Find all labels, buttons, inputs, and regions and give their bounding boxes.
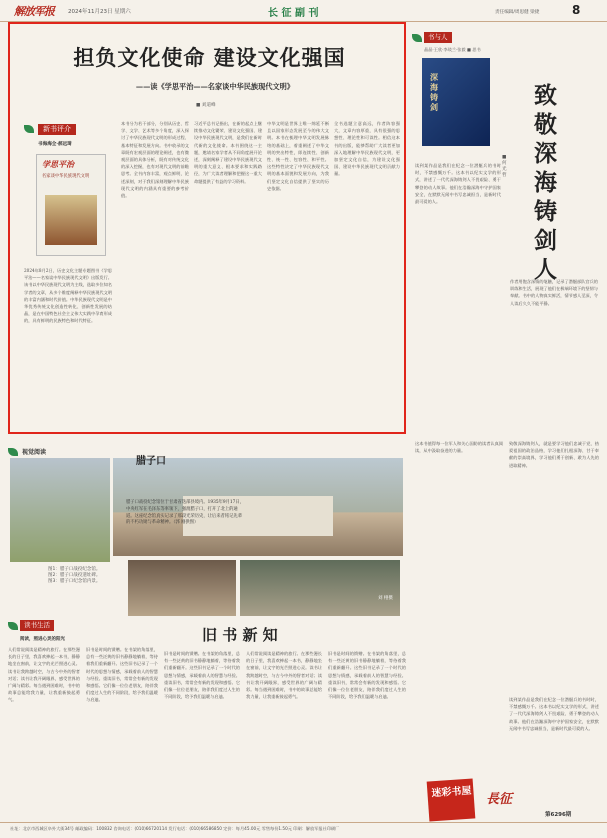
right-body-col-5: 读到某作品是我们在纪念一位潜艇兵的书时时，不禁感慨万千。这本书以纪实文学的形式，讲述了一代代深海铸剑人不畏艰险、勇于攀登的动人故事。他们在浩瀚深海中守护国家安全，在默默无闻中书写忠诚担当，是新时代最可爱的人。 [509,697,599,731]
old-books-title: 旧 书 新 知 [202,626,278,644]
photo-credit: 刘 栩摄 [378,596,393,601]
right-body-col-3: 致敬深海铸剑人，就是要学习他们忠诚于党、热爱祖国的政治品格，学习他们扎根深海、甘于奉献的崇高境界，学习他们勇于创新、敢为人先的进取精神。 [509,441,599,468]
right-body-col-1: 读到某作品是我们在纪念一位潜艇兵的书时时，不禁感慨万千。这本书以纪实文学的形式，讲述了一代代深海铸剑人不畏艰险、勇于攀登的动人故事。他们在浩瀚深海中守护国家安全，在默默无闻中书写忠诚担当，是新时代最可爱的人。 [415,163,501,205]
caption-2: 图2：腊子口战役遗址碑。 [48,573,101,578]
old-books-col-3: 旧书是时间的馈赠。在书架的角落里，总有一些泛黄的旧书静静地躺着，等待着我们重新翻开。这些旧书记录了一个时代的思想与情感，承载着前人的智慧与经验。重读旧书，常常会有新的发现和感悟。它们像一位位老朋友，陪伴我们度过人生的不同阶段，给予我们温暖与启迪。 [328,651,406,700]
column-badge-text: 迷彩书屋 [431,785,472,800]
book-review-card [24,119,114,425]
book-cover [36,154,106,256]
caption-1: 图1：腊子口战役纪念馆。 [48,567,101,572]
footer-address: 社址：北京市西城区阜外大街34号 邮政编码：100832 咨询电话：(010)66720114 发行电话：(010)66586850 定价：每月45.00元 零售每份1.50元 印刷：解放军报社印刷厂 [10,826,340,831]
feature-title: 担负文化使命 建设文化强国 [73,46,346,70]
book-people-label: 书与人 [424,32,452,43]
paper-logo: 解放军报 [14,5,54,18]
interior-photo-1 [128,560,236,616]
lazikou-title: 腊子口 [136,456,166,467]
right-heading: 致敬深海铸剑人 [534,83,557,283]
lazikou-intro: 腊子口战役纪念馆位于甘肃省迭部县境内。1935年9月17日，中央红军在毛泽东等率领下，强渡腊子口，打开了北上的通道。这座纪念馆真实记录了那段光荣历史，让后来者铭记先辈的不朽功勋与革命精神。（郭 刚供图） [126,500,244,526]
book-people-card [412,32,597,152]
interior-photo-2 [240,560,400,616]
feature-article [8,22,406,434]
book-cover-title: 学思平治 [42,159,74,169]
old-books-col-1: 旧书是时间的馈赠。在书架的角落里，总有一些泛黄的旧书静静地躺着，等待着我们重新翻开。这些旧书记录了一个时代的思想与情感，承载着前人的智慧与经验。重读旧书，常常会有新的发现和感悟。它们像一位位老朋友，陪伴我们度过人生的不同阶段，给予我们温暖与启迪。 [164,651,240,700]
feature-body-col-2: 习近平总书记指出，在新的起点上继续推动文化繁荣、建设文化强国、建设中华民族现代文明，是我们在新时代新的文化使命。本书围绕这一主题，邀请名家学者从不同角度展开论述，深刻阐释了建设中华民族现代文明的重大意义、根本要求和实践路径，为广大读者理解和把握这一重大命题提供了有益的学习资料。 [194,121,262,184]
issue-date: 2024年11月23日 星期六 [68,9,131,15]
reading-life-text-2: 旧书是时间的馈赠。在书架的角落里，总有一些泛黄的旧书静静地躺着，等待着我们重新翻开。这些旧书记录了一个时代的思想与情感，承载着前人的智慧与经验。重读旧书，常常会有新的发现和感悟。它们像一位位老朋友，陪伴我们度过人生的不同阶段，给予我们温暖与启迪。 [86,647,158,703]
editor-info: 责任编辑/周思健 梁捷 [495,10,540,15]
monument-photo [10,458,110,562]
submarine-book-title: 深海铸剑 [430,72,438,112]
book-cover-art [45,195,97,245]
leaf-icon [24,125,34,133]
column-badge [427,778,476,821]
visual-reading [8,446,408,616]
book-review-text: 2024年8月2日，历史文化主题专题图书《学思平治——名家谈中华民族现代文明》出版发行。该书以中华民族现代文明为主线，选取多位知名学者的文章，从多个维度阐释中华民族现代文明的丰富内涵和时代价值。中华民族现代文明是中华优秀传统文化创造性转化、创新性发展的结晶，是在中国特色社会主义伟大实践中孕育形成的，具有鲜明的民族特色和时代特征。 [24,268,112,324]
leaf-icon [412,34,422,42]
reading-life-caption: 阅读，照进心灵的阳光 [20,637,65,642]
right-author: ■ 何光哲 [502,155,507,178]
submarine-book-cover [422,58,490,146]
reading-life-text: 人们常说阅读是精神的旅行。在那些漫长的日子里，我喜欢捧起一本书，静静地坐在窗前，让文字的光芒照进心灵。读书让我跨越时空，与古今中外的智者对话；读书让我开阔眼界，感受世界的广阔与精彩。每当遇到困难时，书中的故事总能给我力量，让我重新鼓起勇气。 [8,647,80,703]
section-title: 长 征 副 刊 [268,8,319,19]
feature-subtitle: ——读《学思平治——名家谈中华民族现代文明》 [135,82,295,91]
book-review-caption: 书海海全·郝远琦 [38,142,72,147]
feature-body-col-1: 本书分为若干部分，分别从历史、哲学、文学、艺术等多个角度，深入探讨了中华民族现代文明的形成过程、基本特征和发展方向。书中收录的文章既有宏观层面的理论阐述，也有微观层面的具体分析，既有对传统文化的深入挖掘，也有对现代文明的前瞻思考。全书内容丰富，观点鲜明，论述深刻，对于我们深刻理解中华民族现代文明的内涵具有重要的参考价值。 [121,121,189,199]
book-cover-subtitle: 名家谈中华民族现代文明 [42,174,90,179]
book-people-caption: 晶晶·王欣·李琰兰·张毅 ■ 思书 [424,47,481,52]
reading-life [8,618,158,810]
masthead [0,0,607,20]
feature-body-col-3: 中华文明是世界上唯一绵延不断且以国家形态发展至今的伟大文明。本书在梳理中华文明发展脉络的基础上，着重阐述了中华文明的突出特性，即连续性、创新性、统一性、包容性、和平性。这些特性决定了中华民族现代文明的基本面貌和发展方向，为我们坚定文化自信提供了坚实的历史依据。 [267,121,329,191]
photo-captions [48,566,128,584]
reading-life-label: 读书生活 [20,620,54,631]
visual-reading-label: 视觉阅读 [22,449,47,456]
feature-author: ■ 刘道峰 [196,103,216,108]
caption-3: 图3：腊子口纪念馆内景。 [48,579,101,584]
old-books-section [162,618,408,810]
right-body-col-2: 作者用饱含深情的笔触，记录了潜艇部队官兵的训练和生活，展现了他们在极端环境下的坚韧与奉献。书中的人物真实鲜活，情节感人至深，令人读后久久不能平静。 [510,279,598,306]
signature-logo: 長征 [486,792,513,807]
right-body-col-4: 这本书值得每一位军人和关心国防的读者认真阅读，从中汲取奋进的力量。 [415,441,503,454]
issue-number: 第6296期 [545,812,572,818]
book-review-label: 新书评介 [38,124,76,135]
page-number: 8 [572,3,581,17]
leaf-icon [8,622,18,630]
leaf-icon [8,448,18,456]
feature-body-col-4: 全书选题立意高远，作者阵容强大，文章内容厚重，具有很强的思想性、理论性和可读性。相信这本书的出版，能够帮助广大读者更加深入地理解中华民族现代文明，更加坚定文化自信，为建设文化强国、建设中华民族现代文明贡献力量。 [334,121,400,177]
old-books-col-2: 人们常说阅读是精神的旅行。在那些漫长的日子里，我喜欢捧起一本书，静静地坐在窗前，让文字的光芒照进心灵。读书让我跨越时空，与古今中外的智者对话；读书让我开阔眼界，感受世界的广阔与精彩。每当遇到困难时，书中的故事总能给我力量，让我重新鼓起勇气。 [246,651,322,700]
